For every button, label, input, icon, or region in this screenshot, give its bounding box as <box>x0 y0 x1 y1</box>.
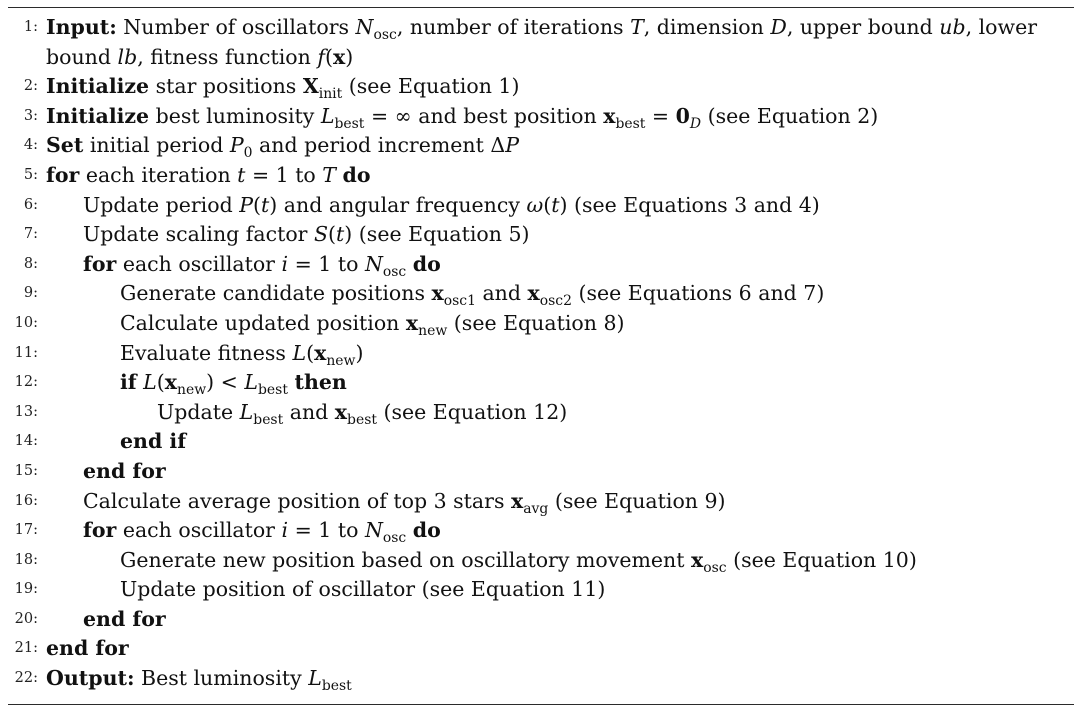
line-text: Input: Number of oscillators $N_{osc}$, number of iterations T, dimension D, upper bound ub, lower <box>46 15 1038 43</box>
line-number: 19: <box>14 581 38 598</box>
algorithm-line <box>0 250 1080 280</box>
line-number: 22: <box>14 670 38 687</box>
algorithm-line <box>0 43 1080 73</box>
line-number: 14: <box>14 433 38 450</box>
line-text: end for <box>46 636 129 661</box>
algorithm-line <box>0 398 1080 428</box>
bottom-rule <box>8 704 1074 705</box>
line-text: Generate new position based on oscillatory movement $x_{osc}$ (see Equation 10) <box>120 547 917 576</box>
line-number: 10: <box>14 314 38 331</box>
line-number: 1: <box>23 19 38 35</box>
algorithm-line <box>0 368 1080 398</box>
line-text: if $L(x_{new}) < L_{best}$ then <box>120 370 347 398</box>
line-text: Initialize star positions $X_{init}$ (see Equation 1) <box>46 74 520 103</box>
line-number: 11: <box>14 344 38 361</box>
algorithm-line <box>0 102 1080 132</box>
line-number: 4: <box>23 137 38 154</box>
algorithm-line <box>0 575 1080 605</box>
algorithm-line <box>0 546 1080 576</box>
line-text: Update period P(t) and angular frequency ω(t) (see Equations 3 and 4) <box>83 192 820 217</box>
algorithm-block <box>0 13 1080 694</box>
line-text: Set initial period $P_0$ and period increment ΔP <box>46 133 519 162</box>
line-number: 15: <box>14 462 38 479</box>
line-text: end if <box>120 429 187 454</box>
line-text: end for <box>83 458 166 483</box>
line-number: 20: <box>14 610 38 627</box>
line-text: Initialize best luminosity $L_{best}$ = ∞ and best position $x_{best} = 0_D$ (see Equation 2) <box>46 103 879 132</box>
line-text: Generate candidate positions $x_{osc1}$ and $x_{osc2}$ (see Equations 6 and 7) <box>120 281 825 310</box>
line-text: Evaluate fitness $L(x_{new})$ <box>120 340 364 369</box>
line-number: 5: <box>23 166 38 183</box>
algorithm-line <box>0 131 1080 161</box>
line-text: Calculate updated position $x_{new}$ (see Equation 8) <box>120 310 625 339</box>
line-number: 9: <box>23 285 38 302</box>
line-number: 18: <box>14 551 38 568</box>
top-rule <box>8 7 1074 8</box>
line-number: 6: <box>23 196 38 213</box>
line-number: 16: <box>14 492 38 509</box>
line-number: 2: <box>23 78 38 95</box>
algorithm-line <box>0 664 1080 694</box>
algorithm-line <box>0 191 1080 221</box>
line-text: for each oscillator i = 1 to $N_{osc}$ do <box>83 518 441 546</box>
line-text: Update position of oscillator (see Equation 11) <box>120 577 606 602</box>
line-text: for each oscillator i = 1 to $N_{osc}$ do <box>83 251 441 280</box>
algorithm-line <box>0 634 1080 664</box>
algorithm-line <box>0 516 1080 546</box>
line-number: 13: <box>14 403 38 420</box>
algorithm-line <box>0 220 1080 250</box>
line-text: for each iteration t = 1 to T do <box>46 162 371 187</box>
line-text: Output: Best luminosity $L_{best}$ <box>46 666 352 694</box>
line-number: 17: <box>14 522 38 539</box>
line-number: 8: <box>23 255 38 272</box>
line-text: Update $L_{best}$ and $x_{best}$ (see Equation 12) <box>157 399 568 428</box>
line-number: 3: <box>23 107 38 124</box>
line-number: 12: <box>14 374 38 391</box>
algorithm-line <box>0 457 1080 487</box>
algorithm-line <box>0 13 1080 43</box>
line-text: Update scaling factor S(t) (see Equation 5) <box>83 222 530 247</box>
line-number: 7: <box>23 226 38 243</box>
line-text: bound lb, fitness function f(x) <box>46 44 354 69</box>
algorithm-line <box>0 72 1080 102</box>
algorithm-line <box>0 279 1080 309</box>
line-text: end for <box>83 606 166 631</box>
algorithm-line <box>0 161 1080 191</box>
line-number: 21: <box>14 640 38 657</box>
algorithm-line <box>0 487 1080 517</box>
algorithm-line <box>0 605 1080 635</box>
line-text: Calculate average position of top 3 stars $x_{avg}$ (see Equation 9) <box>83 488 726 517</box>
algorithm-line <box>0 309 1080 339</box>
algorithm-line <box>0 339 1080 369</box>
algorithm-line <box>0 427 1080 457</box>
